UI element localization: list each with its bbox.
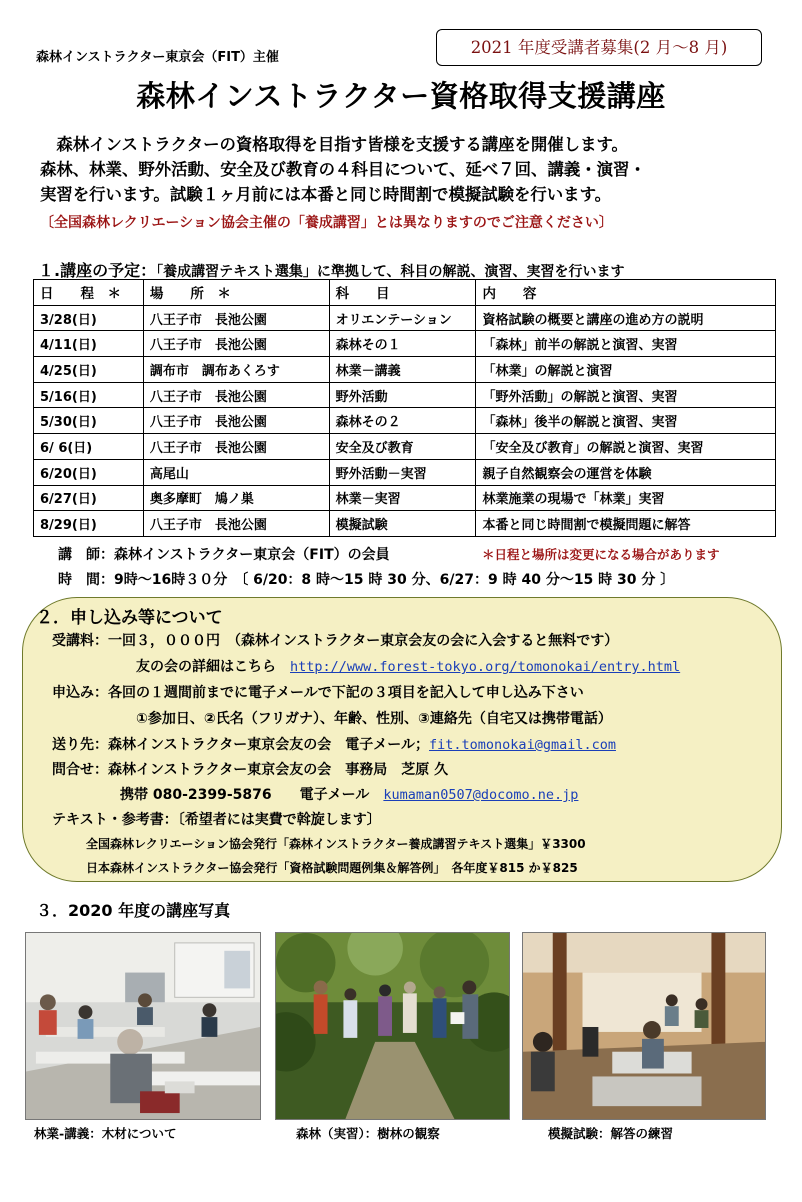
table-row <box>34 408 776 434</box>
textbook-2-line: 日本森林インストラクター協会発行「資格試験問題例集＆解答例」 各年度￥815 か￥825 <box>86 861 578 875</box>
cell-subject: 野外活動 <box>329 382 476 408</box>
contact-line: 問合せ：森林インストラクター東京会友の会 事務局 芝原 久 <box>52 762 449 778</box>
cell-date: 5/16(日) <box>34 382 144 408</box>
cell-content: 本番と同じ時間割で模擬問題に解答 <box>476 511 776 537</box>
section-1-heading <box>38 258 625 281</box>
cell-date: 6/20(日) <box>34 459 144 485</box>
cell-content: 「安全及び教育」の解説と演習、実習 <box>476 434 776 460</box>
cell-place: 八王子市 長池公園 <box>143 511 329 537</box>
texts-line: テキスト・参考書：〔希望者には実費で斡旋します〕 <box>52 812 381 828</box>
fee-line: 受講料：一回３，０００円 （森林インストラクター東京会友の会に入会すると無料です） <box>52 633 619 649</box>
cell-place: 八王子市 長池公園 <box>143 331 329 357</box>
table-row <box>34 434 776 460</box>
cell-subject: 森林その２ <box>329 408 476 434</box>
cell-place: 八王子市 長池公園 <box>143 382 329 408</box>
intro-line-1: 森林インストラクターの資格取得を目指す皆様を支援する講座を開催します。 <box>56 135 628 154</box>
lecturer-line: 講 師：森林インストラクター東京会（FIT）の会員 <box>58 547 390 563</box>
club-line <box>136 656 680 676</box>
cell-date: 3/28(日) <box>34 305 144 331</box>
phone-line <box>120 784 578 804</box>
recruit-badge: 2021 年度受講者募集(2 月～8 月) <box>436 29 762 66</box>
cell-subject: 林業－講義 <box>329 357 476 383</box>
notice-text: 〔全国森林レクリエーション協会主催の「養成講習」とは異なりますのでご注意ください〕 <box>40 215 613 231</box>
table-row <box>34 357 776 383</box>
cell-content: 「野外活動」の解説と演習、実習 <box>476 382 776 408</box>
schedule-change-note: ＊日程と場所は変更になる場合があります <box>482 547 720 562</box>
textbook-1-line: 全国森林レクリエーション協会発行「森林インストラクター養成講習テキスト選集」￥3300 <box>86 837 586 851</box>
table-row <box>34 331 776 357</box>
schedule-table <box>33 279 776 537</box>
lecture-photo <box>25 932 261 1120</box>
cell-place: 高尾山 <box>143 459 329 485</box>
apply-items-line: ①参加日、②氏名（フリガナ）、年齢、性別、③連絡先（自宅又は携帯電話） <box>136 711 612 727</box>
phone-label: 携帯 080-2399-5876 電子メール <box>120 787 370 803</box>
cell-content: 親子自然観察会の運営を体験 <box>476 459 776 485</box>
photo-caption-2: 森林（実習）：樹林の観察 <box>296 1126 440 1141</box>
cell-date: 4/25(日) <box>34 357 144 383</box>
send-label: 送り先：森林インストラクター東京会友の会 電子メール； <box>52 737 430 753</box>
club-link[interactable]: http://www.forest-tokyo.org/tomonokai/entry.html <box>290 659 681 675</box>
cell-subject: 安全及び教育 <box>329 434 476 460</box>
header-subject: 科 目 <box>329 280 476 306</box>
contact-email-link[interactable]: kumaman0507@docomo.ne.jp <box>383 787 579 803</box>
table-row <box>34 305 776 331</box>
photo-caption-1: 林業-講義：木材について <box>34 1126 177 1141</box>
apply-line: 申込み：各回の１週間前までに電子メールで下記の３項目を記入して申し込み下さい <box>52 685 584 701</box>
section-1-title: 講座の予定： <box>60 261 157 280</box>
intro-line-2: 森林、林業、野外活動、安全及び教育の４科目について、延べ７回、講義・演習・ <box>40 160 646 179</box>
cell-place: 奥多摩町 鳩ノ巣 <box>143 485 329 511</box>
section-1-desc: 「養成講習テキスト選集」に準拠して、科目の解説、演習、実習を行います <box>156 264 625 280</box>
header-place: 場 所 ＊ <box>143 280 329 306</box>
cell-place: 調布市 調布あくろす <box>143 357 329 383</box>
header-content: 内 容 <box>476 280 776 306</box>
section-2-title: ２．申し込み等について <box>36 608 223 628</box>
table-row <box>34 511 776 537</box>
table-row <box>34 459 776 485</box>
section-3-title: ３．2020 年度の講座写真 <box>36 901 231 920</box>
organizer-label: 森林インストラクター東京会（FIT）主催 <box>36 50 279 65</box>
send-email-link[interactable]: fit.tomonokai@gmail.com <box>429 737 616 753</box>
cell-content: 「森林」前半の解説と演習、実習 <box>476 331 776 357</box>
cell-subject: 林業－実習 <box>329 485 476 511</box>
intro-text <box>40 132 780 207</box>
send-line <box>52 734 616 754</box>
cell-subject: 野外活動－実習 <box>329 459 476 485</box>
cell-content: 資格試験の概要と講座の進め方の説明 <box>476 305 776 331</box>
cell-date: 5/30(日) <box>34 408 144 434</box>
cell-date: 4/11(日) <box>34 331 144 357</box>
cell-content: 「森林」後半の解説と演習、実習 <box>476 408 776 434</box>
page-title: 森林インストラクター資格取得支援講座 <box>136 79 666 113</box>
cell-place: 八王子市 長池公園 <box>143 408 329 434</box>
exam-photo <box>522 932 766 1120</box>
intro-line-3: 実習を行います。試験１ヶ月前には本番と同じ時間割で模擬試験を行います。 <box>40 185 612 204</box>
club-label: 友の会の詳細はこちら <box>136 659 276 675</box>
cell-date: 6/27(日) <box>34 485 144 511</box>
cell-subject: 森林その１ <box>329 331 476 357</box>
header-date: 日 程 ＊ <box>34 280 144 306</box>
cell-subject: 模擬試験 <box>329 511 476 537</box>
cell-subject: オリエンテーション <box>329 305 476 331</box>
table-row <box>34 485 776 511</box>
table-header-row <box>34 280 776 306</box>
cell-place: 八王子市 長池公園 <box>143 305 329 331</box>
forest-photo <box>275 932 510 1120</box>
cell-date: 8/29(日) <box>34 511 144 537</box>
cell-content: 林業施業の現場で「林業」実習 <box>476 485 776 511</box>
cell-place: 八王子市 長池公園 <box>143 434 329 460</box>
cell-date: 6/ 6(日) <box>34 434 144 460</box>
section-1-number: １. <box>38 261 61 280</box>
time-line: 時 間：9時～16時３０分 〔 6/20：8 時～15 時 30 分、6/27：9 時 40 分～15 時 30 分 〕 <box>58 572 675 588</box>
photo-caption-3: 模擬試験：解答の練習 <box>548 1126 674 1141</box>
cell-content: 「林業」の解説と演習 <box>476 357 776 383</box>
table-row <box>34 382 776 408</box>
